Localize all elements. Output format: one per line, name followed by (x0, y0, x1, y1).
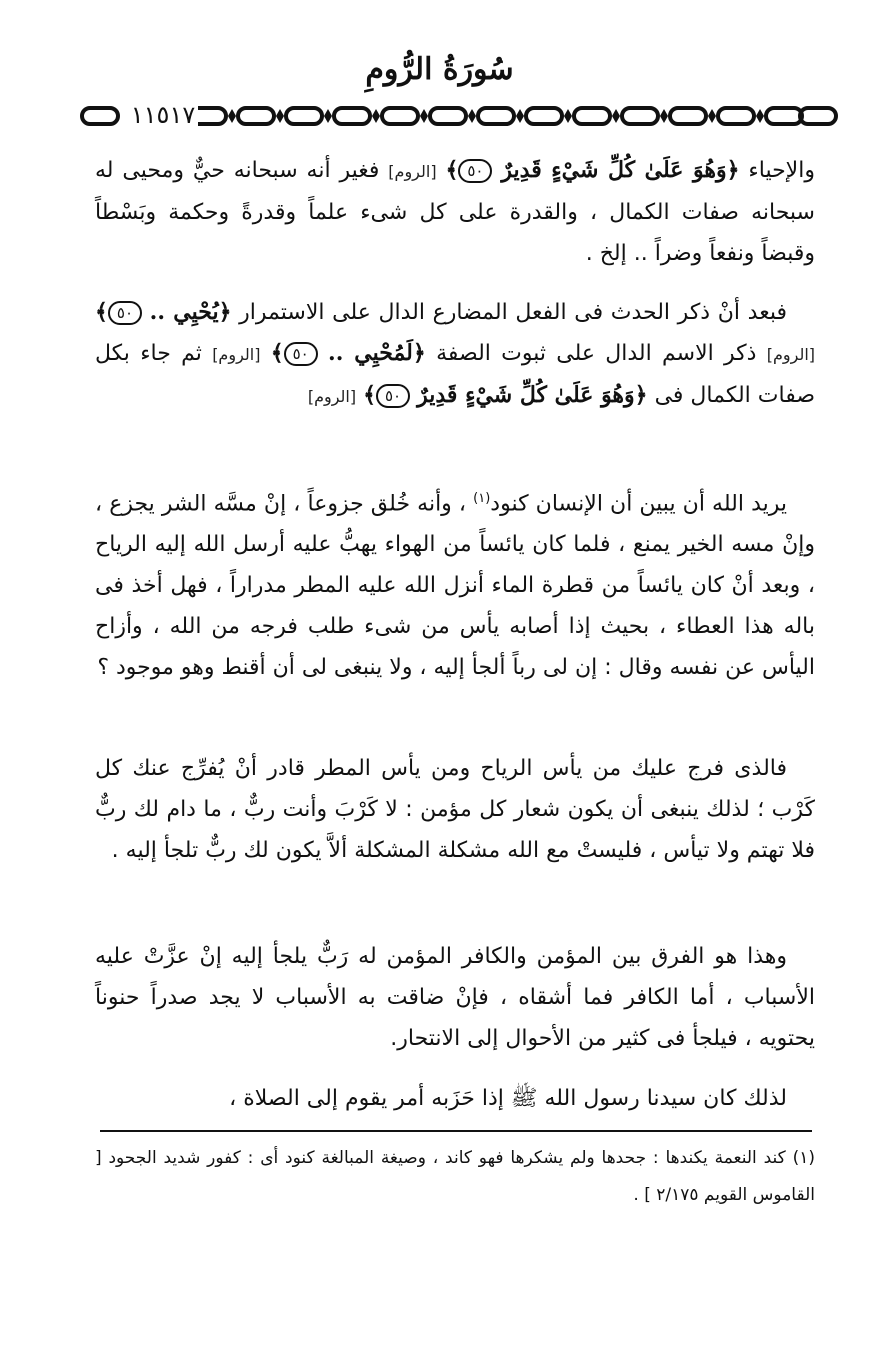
quran-verse: لَمُحْيِي .. (328, 340, 413, 366)
footnote-marker: (١) (473, 491, 491, 506)
quran-bracket-open: ﴿ (218, 299, 232, 325)
surah-reference: [الروم] (307, 387, 357, 406)
paragraph-5 (95, 936, 815, 1059)
p5-text: وهذا هو الفرق بين المؤمن والكافر المؤمن له رَبٌّ يلجأ إليه إنْ عزَّتْ عليه الأسباب ، أما الكافر فما أشقاه ، فإنْ ضاقت به الأسباب لا يجد صدراً حنوناً يحتويه ، فيلجأ فى كثير من الأحوال إلى الانتحار. (95, 944, 815, 1051)
ayah-number: ٥٠ (458, 159, 492, 183)
p1-pre: والإحياء (748, 158, 815, 183)
paragraph-3 (95, 478, 815, 688)
quran-bracket-open: ﴿ (726, 157, 740, 183)
ayah-number: ٥٠ (284, 342, 318, 366)
footnote: (١) كند النعمة يكندها : جحدها ولم يشكرها فهو كاند ، وصيغة المبالغة كنود أى : كفور شديد الجحود [ القاموس القويم ٢/١٧٥ ] . (95, 1148, 815, 1205)
surah-reference: [الروم] (388, 162, 437, 181)
ayah-number: ٥٠ (376, 384, 410, 408)
p1-post: فغير أنه سبحانه حيٌّ ومحيى له سبحانه صفات الكمال ، والقدرة على كل شىء علماً وقدرةً وحكمة وبَسْطاً وقبضاً ونفعاً وضراً .. إلخ . (95, 158, 815, 266)
p2-mid2: ثم جاء بكل صفات الكمال فى (95, 341, 815, 408)
quran-bracket-close: ﴾ (95, 299, 108, 325)
quran-bracket-close: ﴾ (363, 382, 376, 408)
quran-bracket-close: ﴾ (270, 340, 284, 366)
quran-verse: وَهُوَ عَلَىٰ كُلِّ شَيْءٍ قَدِيرٌ (417, 382, 635, 408)
surah-reference: [الروم] (766, 345, 815, 364)
paragraph-2 (95, 292, 815, 417)
p6-text: لذلك كان سيدنا رسول الله ﷺ إذا حَزَبه أمر يقوم إلى الصلاة ، (229, 1086, 787, 1111)
quran-verse: وَهُوَ عَلَىٰ كُلِّ شَيْءٍ قَدِيرٌ (501, 157, 727, 183)
paragraph-1 (95, 150, 815, 274)
ayah-number: ٥٠ (108, 301, 142, 325)
p3-post: ، وأنه خُلق جزوعاً ، إنْ مسَّه الشر يجزع ، وإنْ مسه الخير يمنع ، فلما كان يائساً من الهواء يهبُّ عليه أرسل الله إليه الرياح ، وبعد أنْ كان يائساً من قطرة الماء أنزل الله عليه المطر مدراراً ، فهل أخذ فى باله هذا العطاء ، بحيث إذا أصابه يأس من شىء طلب فرجه من الله ، وأزاح اليأس عن نفسه وقال : إن لى رباً ألجأ إليه ، ولا ينبغى لى أن أقنط وهو موجود ؟ (95, 491, 815, 681)
p3-pre: يريد الله أن يبين أن الإنسان كنود (490, 491, 787, 517)
quran-bracket-open: ﴿ (412, 340, 426, 366)
page-number: ١١٥١٧ (128, 98, 198, 132)
surah-reference: [الروم] (212, 345, 261, 364)
footnote-divider (100, 1130, 812, 1132)
quran-verse: يُحْيِي .. (149, 299, 219, 325)
quran-bracket-open: ﴿ (634, 382, 648, 408)
p4-text: فالذى فرج عليك من يأس الرياح ومن يأس المطر قادر أنْ يُفرِّج عنك كل كَرْب ؛ لذلك ينبغى أن يكون شعار كل مؤمن : لا كَرْبَ وأنت ربٌّ ، ما دام لك ربٌّ فلا تهتم ولا تيأس ، فليستْ مع الله مشكلة المشكلة ألاَّ يكون لك ربٌّ تلجأ إليه . (95, 756, 815, 863)
paragraph-4 (95, 748, 815, 871)
paragraph-6 (95, 1078, 815, 1119)
p2-pre: فبعد أنْ ذكر الحدث فى الفعل المضارع الدال على الاستمرار (239, 300, 787, 325)
surah-title: سُورَةُ الرُّومِ (365, 52, 514, 87)
quran-bracket-close: ﴾ (445, 157, 459, 183)
p2-mid: ذكر الاسم الدال على ثبوت الصفة (436, 341, 757, 366)
